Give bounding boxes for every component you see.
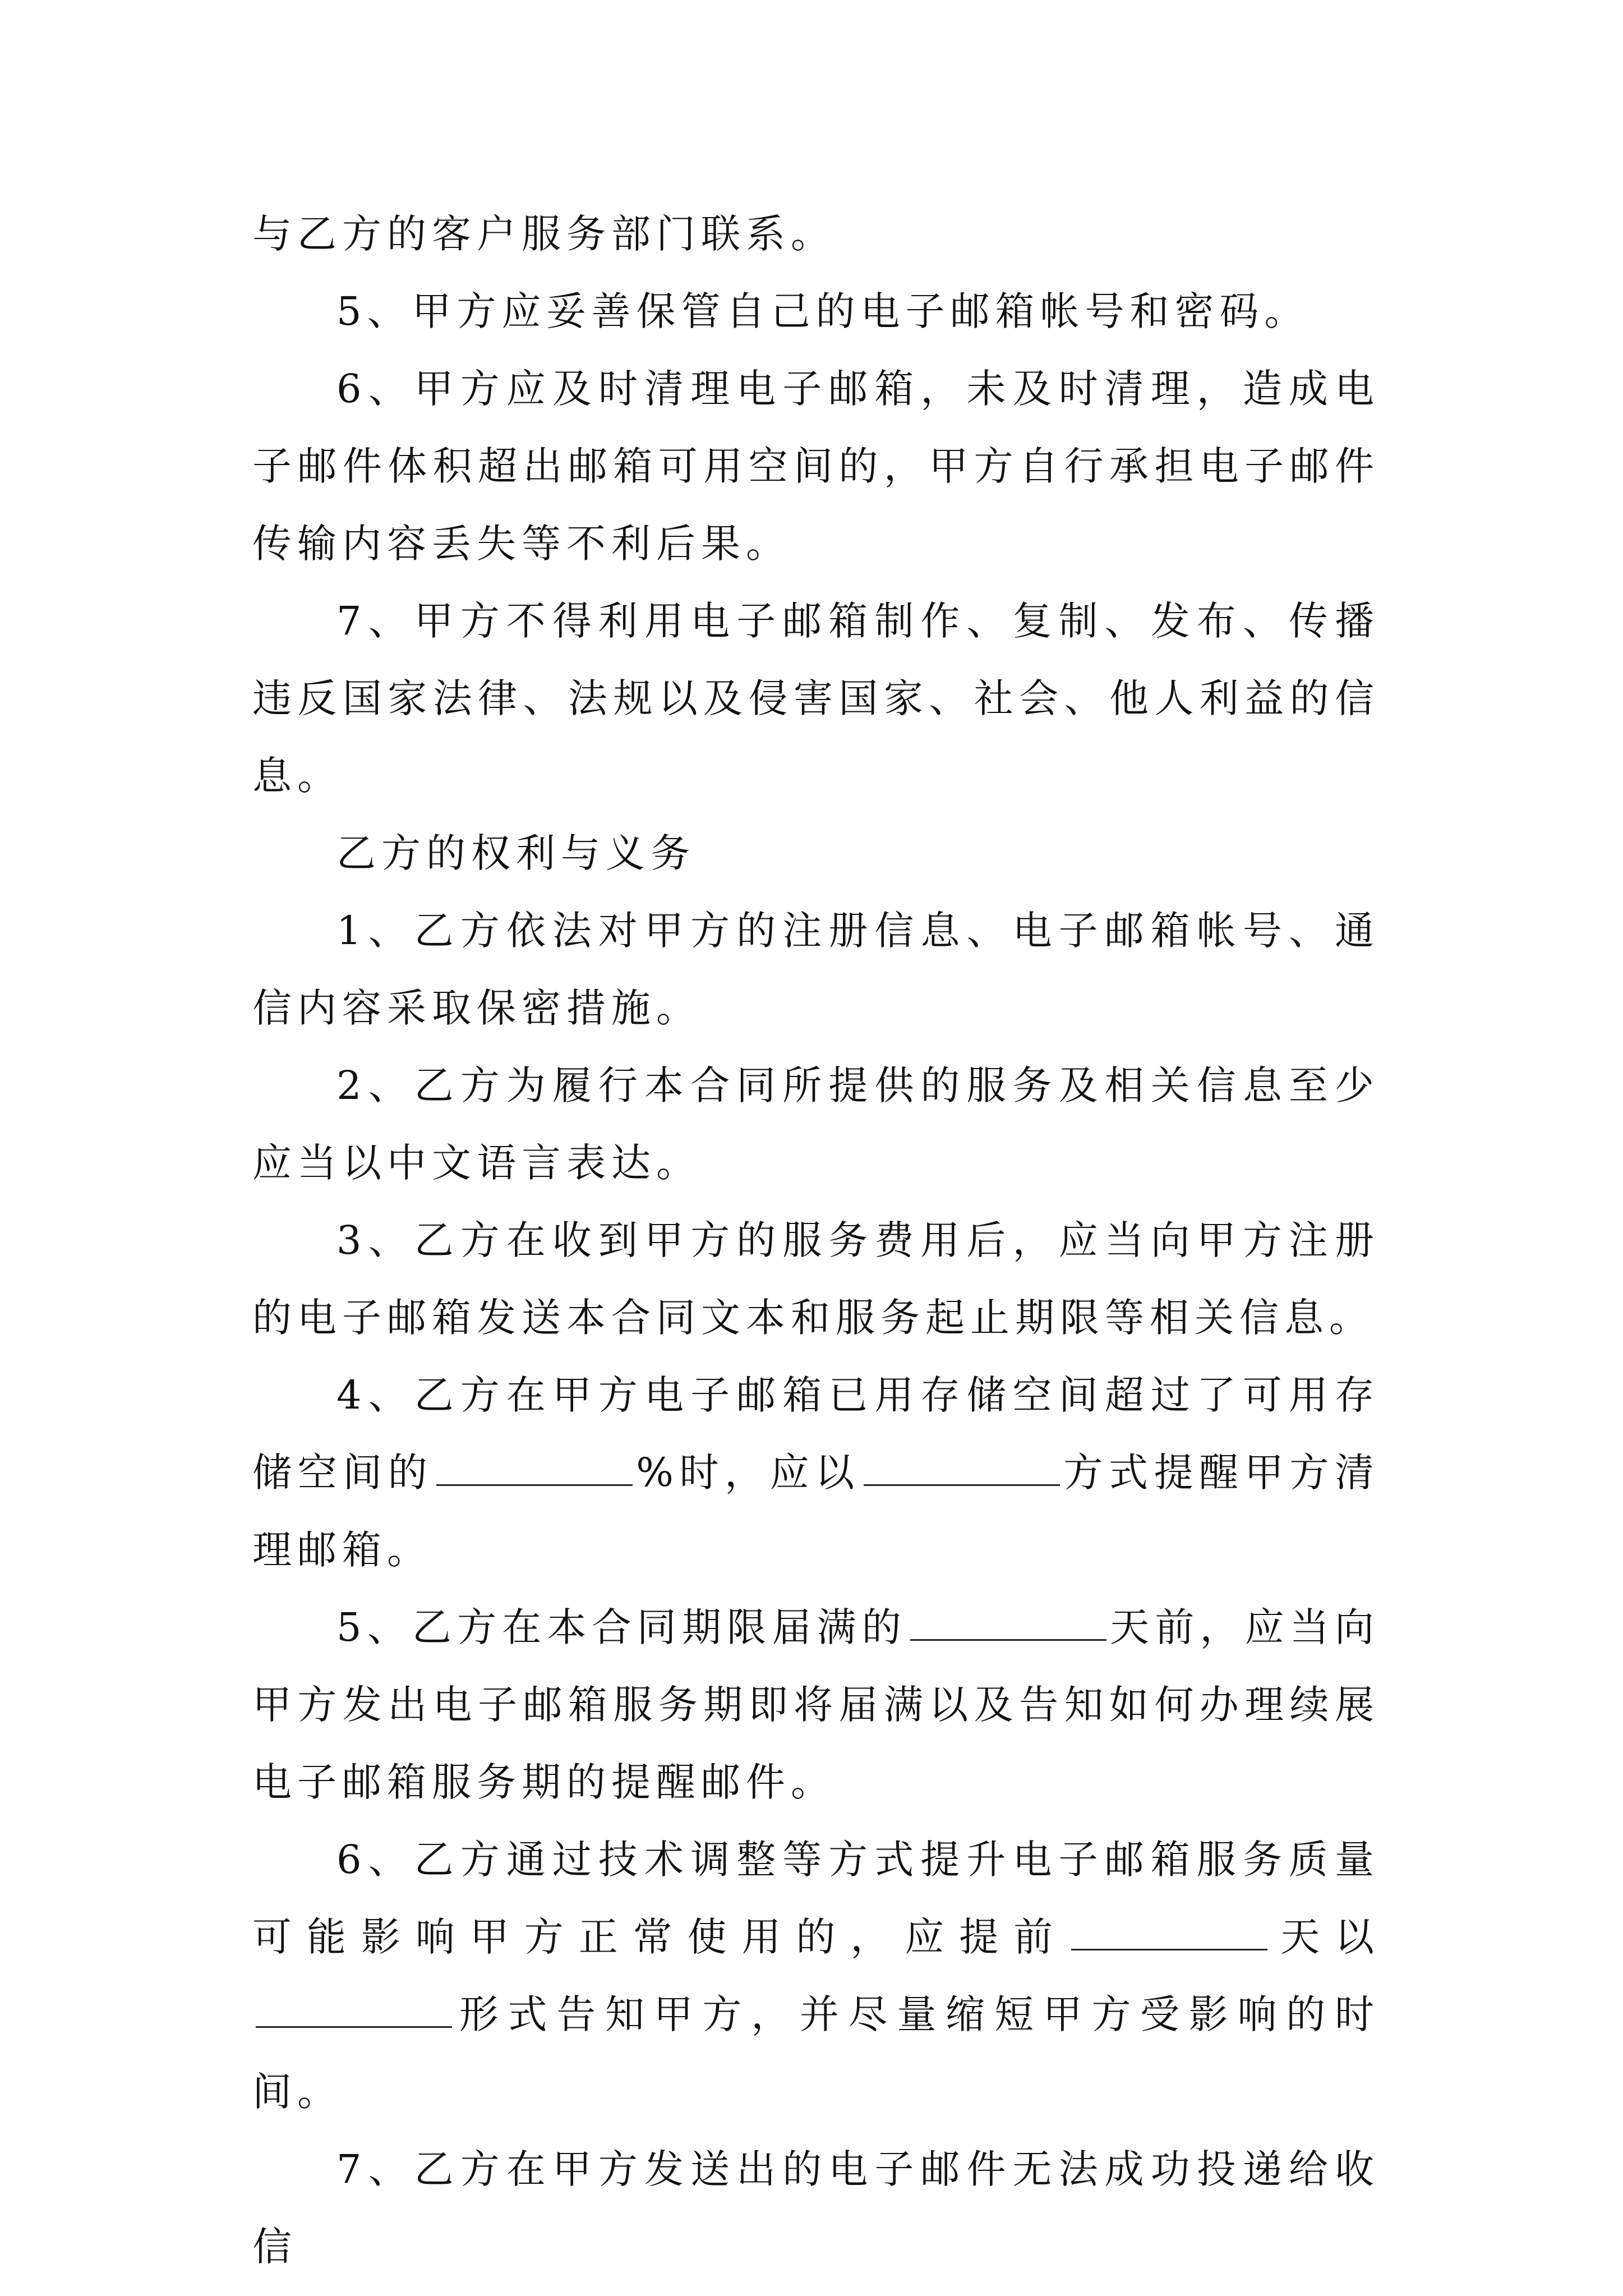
section-heading: 乙方的权利与义务 (336, 830, 695, 876)
fill-in-blank-form (256, 2026, 452, 2028)
fill-in-blank-days (1071, 1948, 1267, 1950)
text-line: 7、甲方不得利用电子邮箱制作、复制、发布、传播违反国家法律、法规以及侵害国家、社会、他人利益的信息。 (252, 598, 1380, 799)
paragraph-party-b-item-3 (252, 1202, 1380, 1356)
fill-in-blank-percentage (436, 1484, 633, 1486)
text-segment: 6、乙方通过技术调整等方式提升电子邮箱服务质量可能影响甲方正常使用的，应提前 (252, 1837, 1380, 1960)
text-segment: 方式提醒甲方清理邮箱。 (252, 1450, 1380, 1573)
text-segment: 天以 (1271, 1914, 1380, 1960)
text-segment: 4、乙方在甲方电子邮箱已用存储空间超过了可用存储空间的 (252, 1372, 1380, 1496)
fill-in-blank-method (864, 1484, 1060, 1486)
document-body (252, 195, 1380, 2285)
text-segment: 天前，应当向甲方发出电子邮箱服务期即将届满以及告知如何办理续展电子邮箱服务期的提醒邮件。 (252, 1604, 1380, 1805)
text-segment: 形式告知甲方，并尽量缩短甲方受影响的时间。 (252, 1991, 1380, 2115)
text-line: 与乙方的客户服务部门联系。 (252, 211, 836, 257)
paragraph-party-b-item-5 (252, 1589, 1380, 1821)
paragraph-party-b-item-6 (252, 1821, 1380, 2131)
paragraph-party-b-item-4 (252, 1356, 1380, 1589)
text-line: 7、乙方在甲方发送出的电子邮件无法成功投递给收信 (252, 2146, 1380, 2270)
text-line: 1、乙方依法对甲方的注册信息、电子邮箱帐号、通信内容采取保密措施。 (252, 908, 1380, 1031)
paragraph-party-a-item-5 (252, 273, 1380, 350)
text-line: 2、乙方为履行本合同所提供的服务及相关信息至少应当以中文语言表达。 (252, 1062, 1380, 1186)
text-line: 5、甲方应妥善保管自己的电子邮箱帐号和密码。 (336, 288, 1310, 334)
text-segment: %时，应以 (636, 1450, 860, 1496)
text-segment: 5、乙方在本合同期限届满的 (336, 1604, 907, 1650)
paragraph-party-a-item-6 (252, 350, 1380, 582)
text-line: 3、乙方在收到甲方的服务费用后，应当向甲方注册的电子邮箱发送本合同文本和服务起止期限等相关信息。 (252, 1217, 1380, 1341)
paragraph-continuation (252, 195, 1380, 273)
section-heading-party-b (252, 815, 1380, 892)
text-line: 6、甲方应及时清理电子邮箱，未及时清理，造成电子邮件体积超出邮箱可用空间的，甲方自行承担电子邮件传输内容丢失等不利后果。 (252, 366, 1380, 567)
paragraph-party-b-item-1 (252, 892, 1380, 1047)
fill-in-blank-days (910, 1639, 1106, 1641)
paragraph-party-a-item-7 (252, 582, 1380, 815)
paragraph-party-b-item-2 (252, 1047, 1380, 1202)
paragraph-party-b-item-7 (252, 2131, 1380, 2285)
